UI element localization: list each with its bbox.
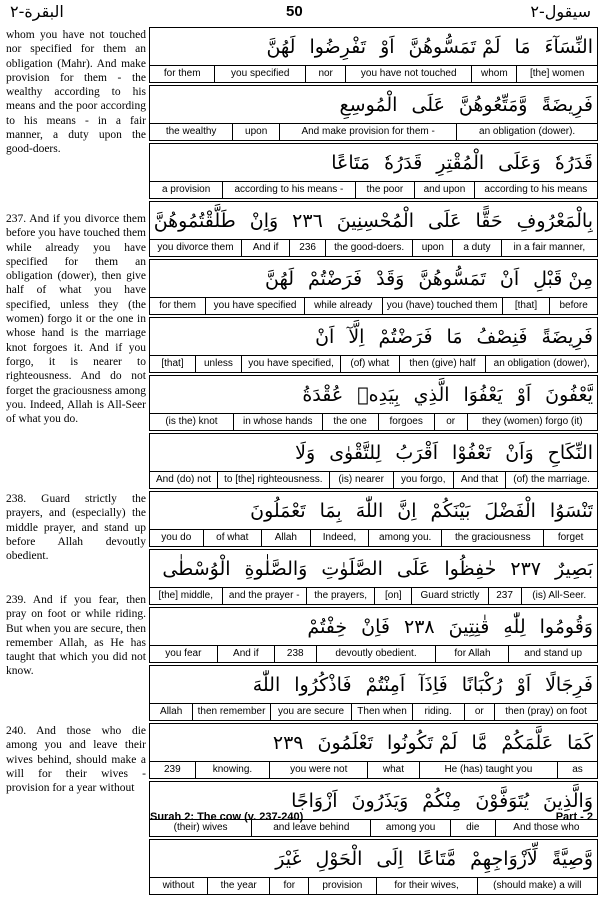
english-word-cell: you (have) touched them <box>383 298 503 314</box>
arabic-word: اَنْ <box>499 268 520 290</box>
arabic-word: عُقْدَةُ <box>302 384 344 406</box>
english-word-cell: [that] <box>150 356 196 372</box>
arabic-word: مِنْ قَبْلِ <box>533 268 593 290</box>
english-word-cell: [the] middle, <box>150 588 223 604</box>
part-title: سيقول-٢ <box>530 2 591 21</box>
arabic-word: اَنْ <box>315 326 335 348</box>
arabic-word: فَنِصْفُ <box>476 326 528 348</box>
english-word-cell: you forgo, <box>394 472 454 488</box>
arabic-word: تَعْفُوْا <box>452 442 492 464</box>
arabic-word: فَاذْكُرُوا <box>294 674 352 696</box>
verse-row <box>149 143 598 199</box>
english-line <box>150 181 597 198</box>
arabic-word: وَقَدْ <box>376 268 405 290</box>
verse-row <box>149 723 598 779</box>
arabic-word: اَقْرَبُ <box>395 442 439 464</box>
arabic-word: الَّذِي <box>413 384 450 406</box>
verse-row <box>149 85 598 141</box>
arabic-word: الْمُحْسِنِينَ <box>336 210 414 232</box>
arabic-word: تَمَسُّوهُنَّ <box>418 268 486 290</box>
arabic-word: فَرِيضَةً <box>541 326 593 348</box>
arabic-word: عَلَّمَكُمْ <box>501 732 554 754</box>
english-word-cell: [the] women <box>529 68 585 79</box>
english-word-cell: 238 <box>275 646 317 662</box>
arabic-word: بِيَدِهٖ <box>357 384 400 406</box>
english-word-cell: 236 <box>290 240 325 256</box>
english-word-cell: then (give) half <box>400 356 487 372</box>
translation-paragraph: 239. And if you fear, then pray on foot or while riding. But when you are secure, then remember Allah, as He has taught that which you did not know. <box>6 594 146 678</box>
arabic-line <box>154 203 593 239</box>
english-word-cell: (should make) a will <box>493 880 582 891</box>
english-word-cell: [that] <box>503 298 551 314</box>
english-word-cell: Allah <box>150 704 193 720</box>
english-word-cell: what <box>368 762 419 778</box>
english-word-cell: riding. <box>413 704 465 720</box>
arabic-word: مَا <box>446 326 463 348</box>
arabic-word: النِّكَاحِ <box>547 442 593 464</box>
arabic-word: الْمُقْتِرِ <box>436 152 485 174</box>
arabic-word: وَالصَّلٰوةِ <box>244 558 308 580</box>
english-word-cell: an obligation (dower), <box>493 358 590 369</box>
arabic-line <box>154 435 593 471</box>
english-line <box>150 471 597 488</box>
english-word-cell: unless <box>196 356 242 372</box>
arabic-word: تَعْلَمُونَ <box>317 732 373 754</box>
english-line <box>150 297 597 314</box>
english-word-cell: to [the] righteousness. <box>218 472 329 488</box>
english-word-cell: you have not touched <box>346 66 472 82</box>
arabic-word: فَاِنْ <box>361 616 390 638</box>
footer-surah-info: Surah 2: The cow (v. 237-240) <box>150 811 304 823</box>
translation-paragraph: whom you have not touched nor specified for them an obligation (Mahr). And make provision for them - the wealthy according to his means and the poor according to his means - in a fair manner, a duty upon the good-doers. <box>6 29 146 156</box>
page-footer <box>0 810 607 828</box>
page-header <box>0 0 607 24</box>
arabic-word: حَقًّا <box>475 210 503 232</box>
english-word-cell: upon <box>233 124 280 140</box>
arabic-line <box>154 493 593 529</box>
verse-row <box>149 781 598 837</box>
arabic-word: وَلَا <box>295 442 316 464</box>
english-word-cell: knowing. <box>196 762 271 778</box>
arabic-line <box>154 841 593 877</box>
english-word-cell: Indeed, <box>311 530 369 546</box>
arabic-word: مِنْكُمْ <box>422 790 462 812</box>
arabic-word: بِالْمَعْرُوفِ <box>516 210 593 232</box>
english-word-cell: the wealthy <box>150 124 233 140</box>
arabic-word: وَالَّذِينَ <box>543 790 593 812</box>
english-word-cell: devoutly obedient. <box>317 646 437 662</box>
english-line <box>150 761 597 778</box>
surah-title: البقرة-٢ <box>10 2 64 21</box>
arabic-word: يَعْفُوَا <box>463 384 503 406</box>
verse-row <box>149 201 598 257</box>
arabic-word: الصَّلَوٰتِ <box>321 558 383 580</box>
arabic-word: الْفَضْلَ <box>484 500 536 522</box>
arabic-line <box>154 725 593 761</box>
arabic-word: النِّسَآءَ <box>544 36 593 58</box>
english-line <box>150 529 597 546</box>
arabic-word: فَرَضْتُمْ <box>378 326 433 348</box>
arabic-word: وَيَذَرُونَ <box>351 790 409 812</box>
english-line <box>150 123 597 140</box>
arabic-word: فَرِجَالًا <box>545 674 593 696</box>
arabic-word: وَاِنْ <box>249 210 279 232</box>
page-number: 50 <box>286 3 303 20</box>
english-word-cell: or <box>435 414 468 430</box>
arabic-word: يُتَوَفَّوْنَ <box>475 790 530 812</box>
arabic-word: بَصِيرٌ <box>555 558 593 580</box>
english-word-cell: (is the) knot <box>150 414 234 430</box>
english-word-cell: you specified <box>215 66 306 82</box>
english-word-cell: an obligation (dower). <box>479 126 576 137</box>
english-word-cell: provision <box>309 878 376 894</box>
arabic-word: تَنْسَوُا <box>549 500 593 522</box>
english-word-cell: for their wives, <box>377 878 478 894</box>
arabic-word: لِّاَزْوَاجِهِمْ <box>470 848 538 870</box>
arabic-word: عَلَى <box>428 210 462 232</box>
arabic-word: وَعَلَى <box>498 152 541 174</box>
arabic-word: اللّٰهَ <box>252 674 281 696</box>
english-word-cell: the graciousness <box>442 530 544 546</box>
arabic-word: الْحَوْلِ <box>315 848 363 870</box>
english-word-cell: then remember <box>193 704 270 720</box>
arabic-word: ٢٣٧ <box>510 558 542 580</box>
english-word-cell: (their) wives <box>150 820 252 836</box>
english-word-cell: (of) what <box>341 356 399 372</box>
english-word-cell: He (has) taught you <box>420 762 559 778</box>
word-by-word-column <box>149 27 598 897</box>
english-word-cell: of what <box>204 530 262 546</box>
arabic-word: لَهُنَّ <box>265 268 295 290</box>
arabic-word: تَعْمَلُونَ <box>250 500 306 522</box>
arabic-word: وَقُومُوا <box>539 616 593 638</box>
english-word-cell: among you <box>371 820 450 836</box>
english-word-cell: you divorce them <box>150 240 242 256</box>
english-word-cell: And if <box>242 240 290 256</box>
english-word-cell: you have specified, <box>242 356 341 372</box>
english-word-cell: (is) nearer <box>330 472 394 488</box>
arabic-line <box>154 145 593 181</box>
english-line <box>150 355 597 372</box>
arabic-line <box>154 261 593 297</box>
verse-row <box>149 665 598 721</box>
english-word-cell: the poor <box>356 182 416 198</box>
arabic-word: عَلَى <box>396 558 431 580</box>
arabic-line <box>154 87 593 123</box>
english-word-cell: while already <box>305 298 383 314</box>
arabic-word: ٢٣٦ <box>292 210 323 232</box>
arabic-line <box>154 29 593 65</box>
english-word-cell: for Allah <box>436 646 509 662</box>
arabic-line <box>154 609 593 645</box>
english-word-cell: according to his means - <box>223 182 355 198</box>
arabic-word: اللّٰهَ <box>355 500 384 522</box>
arabic-word: غَيْرَ <box>275 848 302 870</box>
english-word-cell: upon <box>413 240 453 256</box>
english-word-cell: among you. <box>369 530 442 546</box>
arabic-word: اِلَّآ <box>348 326 365 348</box>
translation-paragraph: 240. And those who die among you and leave their wives behind, should make a will for their wives - provision for a year without <box>6 725 146 795</box>
arabic-word: الْوُسْطٰى <box>162 558 231 580</box>
english-word-cell: without <box>150 878 208 894</box>
english-word-cell: for <box>270 878 309 894</box>
english-word-cell: forget <box>557 532 584 543</box>
arabic-word: مَا <box>514 36 531 58</box>
english-word-cell: And if <box>218 646 275 662</box>
english-word-cell: [on] <box>375 588 412 604</box>
english-word-cell: And make provision for them - <box>280 124 457 140</box>
arabic-line <box>154 377 593 413</box>
arabic-word: كَمَا <box>567 732 593 754</box>
arabic-word: وَاَنْ <box>505 442 534 464</box>
verse-row <box>149 317 598 373</box>
arabic-word: طَلَّقْتُمُوهُنَّ <box>154 210 236 232</box>
arabic-word: حٰفِظُوا <box>444 558 497 580</box>
arabic-word: ٢٣٩ <box>272 732 304 754</box>
english-word-cell: 237 <box>489 588 522 604</box>
english-word-cell: and the prayer - <box>223 588 307 604</box>
verse-row <box>149 433 598 489</box>
arabic-word: يَّعْفُونَ <box>545 384 593 406</box>
arabic-line <box>154 551 593 587</box>
english-word-cell: before <box>559 300 588 311</box>
translation-column <box>6 28 146 818</box>
english-word-cell: and stand up <box>524 648 583 659</box>
english-word-cell: in a fair manner, <box>513 242 586 253</box>
arabic-word: قٰنِتِينَ <box>448 616 490 638</box>
arabic-word: لِلتَّقْوٰى <box>329 442 382 464</box>
english-word-cell: then (pray) on foot <box>505 706 587 717</box>
arabic-word: فَرَضْتُمْ <box>308 268 363 290</box>
english-word-cell: And that <box>454 472 506 488</box>
english-line <box>150 65 597 82</box>
english-line <box>150 239 597 256</box>
arabic-word: قَدَرُهٗ <box>384 152 423 174</box>
english-line <box>150 645 597 662</box>
english-word-cell: or <box>465 704 496 720</box>
arabic-word: اَمِنْتُمْ <box>365 674 406 696</box>
english-word-cell: Allah <box>262 530 311 546</box>
english-word-cell: according to his means <box>484 184 588 195</box>
english-word-cell: And (do) not <box>150 472 218 488</box>
translation-paragraph: 237. And if you divorce them before you have touched them while already you have specified for them an obligation (dower), then give half of what you have specified, unless they (the women) forgo it or the one in whose hand is the marriage knot forgoes it. And if you forgo, it is nearer to righteousness. And do not forget the graciousness among you. Indeed, Allah is All-Seer of what you do. <box>6 213 146 426</box>
english-word-cell: die <box>451 820 496 836</box>
english-word-cell: the year <box>208 878 271 894</box>
arabic-word: لَمْ تَمَسُّوهُنَّ <box>408 36 501 58</box>
arabic-word: اَوْ <box>380 36 395 58</box>
english-word-cell: the good-doers. <box>326 240 414 256</box>
arabic-word: تَفْرِضُوا <box>309 36 367 58</box>
english-word-cell: as <box>572 764 583 775</box>
translation-paragraph: 238. Guard strictly the prayers, and (especially) the middle prayer, and stand up before Allah devoutly obedient. <box>6 493 146 563</box>
verse-row <box>149 27 598 83</box>
english-word-cell: And those who <box>513 822 580 833</box>
arabic-word: وَّمَتِّعُوهُنَّ <box>458 94 528 116</box>
english-word-cell: for them <box>150 298 206 314</box>
arabic-word: مَّا <box>471 732 488 754</box>
arabic-word: الْمُوسِعِ <box>339 94 398 116</box>
arabic-word: اَوْ <box>516 674 532 696</box>
footer-part: Part - 2 <box>555 811 593 823</box>
english-word-cell: you were not <box>270 762 368 778</box>
arabic-line <box>154 667 593 703</box>
arabic-word: لَمْ تَكُونُوا <box>387 732 458 754</box>
english-word-cell: 239 <box>150 762 196 778</box>
arabic-word: لَهُنَّ <box>266 36 296 58</box>
english-word-cell: Then when <box>352 704 412 720</box>
arabic-word: عَلَى <box>411 94 445 116</box>
english-line <box>150 413 597 430</box>
english-word-cell: they (women) forgo (it) <box>481 416 583 427</box>
arabic-word: وَّصِيَّةً <box>551 848 593 870</box>
english-word-cell: a duty <box>453 240 501 256</box>
english-word-cell: the one <box>323 414 379 430</box>
verse-row <box>149 491 598 547</box>
english-word-cell: forgoes <box>379 414 435 430</box>
english-word-cell: for them <box>150 66 215 82</box>
verse-row <box>149 259 598 315</box>
english-word-cell: nor <box>306 66 346 82</box>
arabic-word: قَدَرُهٗ <box>554 152 593 174</box>
arabic-word: خِفْتُمْ <box>307 616 348 638</box>
english-line <box>150 703 597 720</box>
arabic-word: فَاِذَآ <box>419 674 448 696</box>
verse-row <box>149 375 598 431</box>
verse-row <box>149 549 598 605</box>
english-word-cell: whom <box>472 66 517 82</box>
english-word-cell: and leave behind <box>252 820 371 836</box>
arabic-word: بِمَا <box>319 500 342 522</box>
arabic-word: بَيْنَكُمْ <box>430 500 471 522</box>
verse-row <box>149 839 598 895</box>
english-word-cell: in whose hands <box>234 414 323 430</box>
english-word-cell: you fear <box>150 646 218 662</box>
english-word-cell: you are secure <box>271 704 353 720</box>
arabic-word: اِلَى <box>376 848 404 870</box>
english-word-cell: you do <box>150 530 204 546</box>
english-word-cell: Guard strictly <box>412 588 488 604</box>
arabic-word: اَزْوَاجًا <box>291 790 338 812</box>
english-word-cell: and upon <box>415 182 475 198</box>
arabic-line <box>154 319 593 355</box>
english-line <box>150 877 597 894</box>
arabic-word: اَوْ <box>516 384 532 406</box>
english-word-cell: you have specified <box>206 298 305 314</box>
arabic-word: ٢٣٨ <box>404 616 435 638</box>
english-word-cell: a provision <box>150 182 223 198</box>
arabic-word: اِنَّ <box>397 500 417 522</box>
arabic-word: لِلّٰهِ <box>503 616 526 638</box>
arabic-word: فَرِيضَةً <box>541 94 593 116</box>
english-word-cell: the prayers, <box>307 588 376 604</box>
english-word-cell: (of) the marriage. <box>513 474 590 485</box>
english-word-cell: (is) All-Seer. <box>532 590 587 601</box>
arabic-word: مَّتَاعًا <box>417 848 457 870</box>
arabic-word: مَتَاعًا <box>331 152 371 174</box>
arabic-word: رُكْبَانًا <box>461 674 503 696</box>
english-line <box>150 587 597 604</box>
verse-row <box>149 607 598 663</box>
